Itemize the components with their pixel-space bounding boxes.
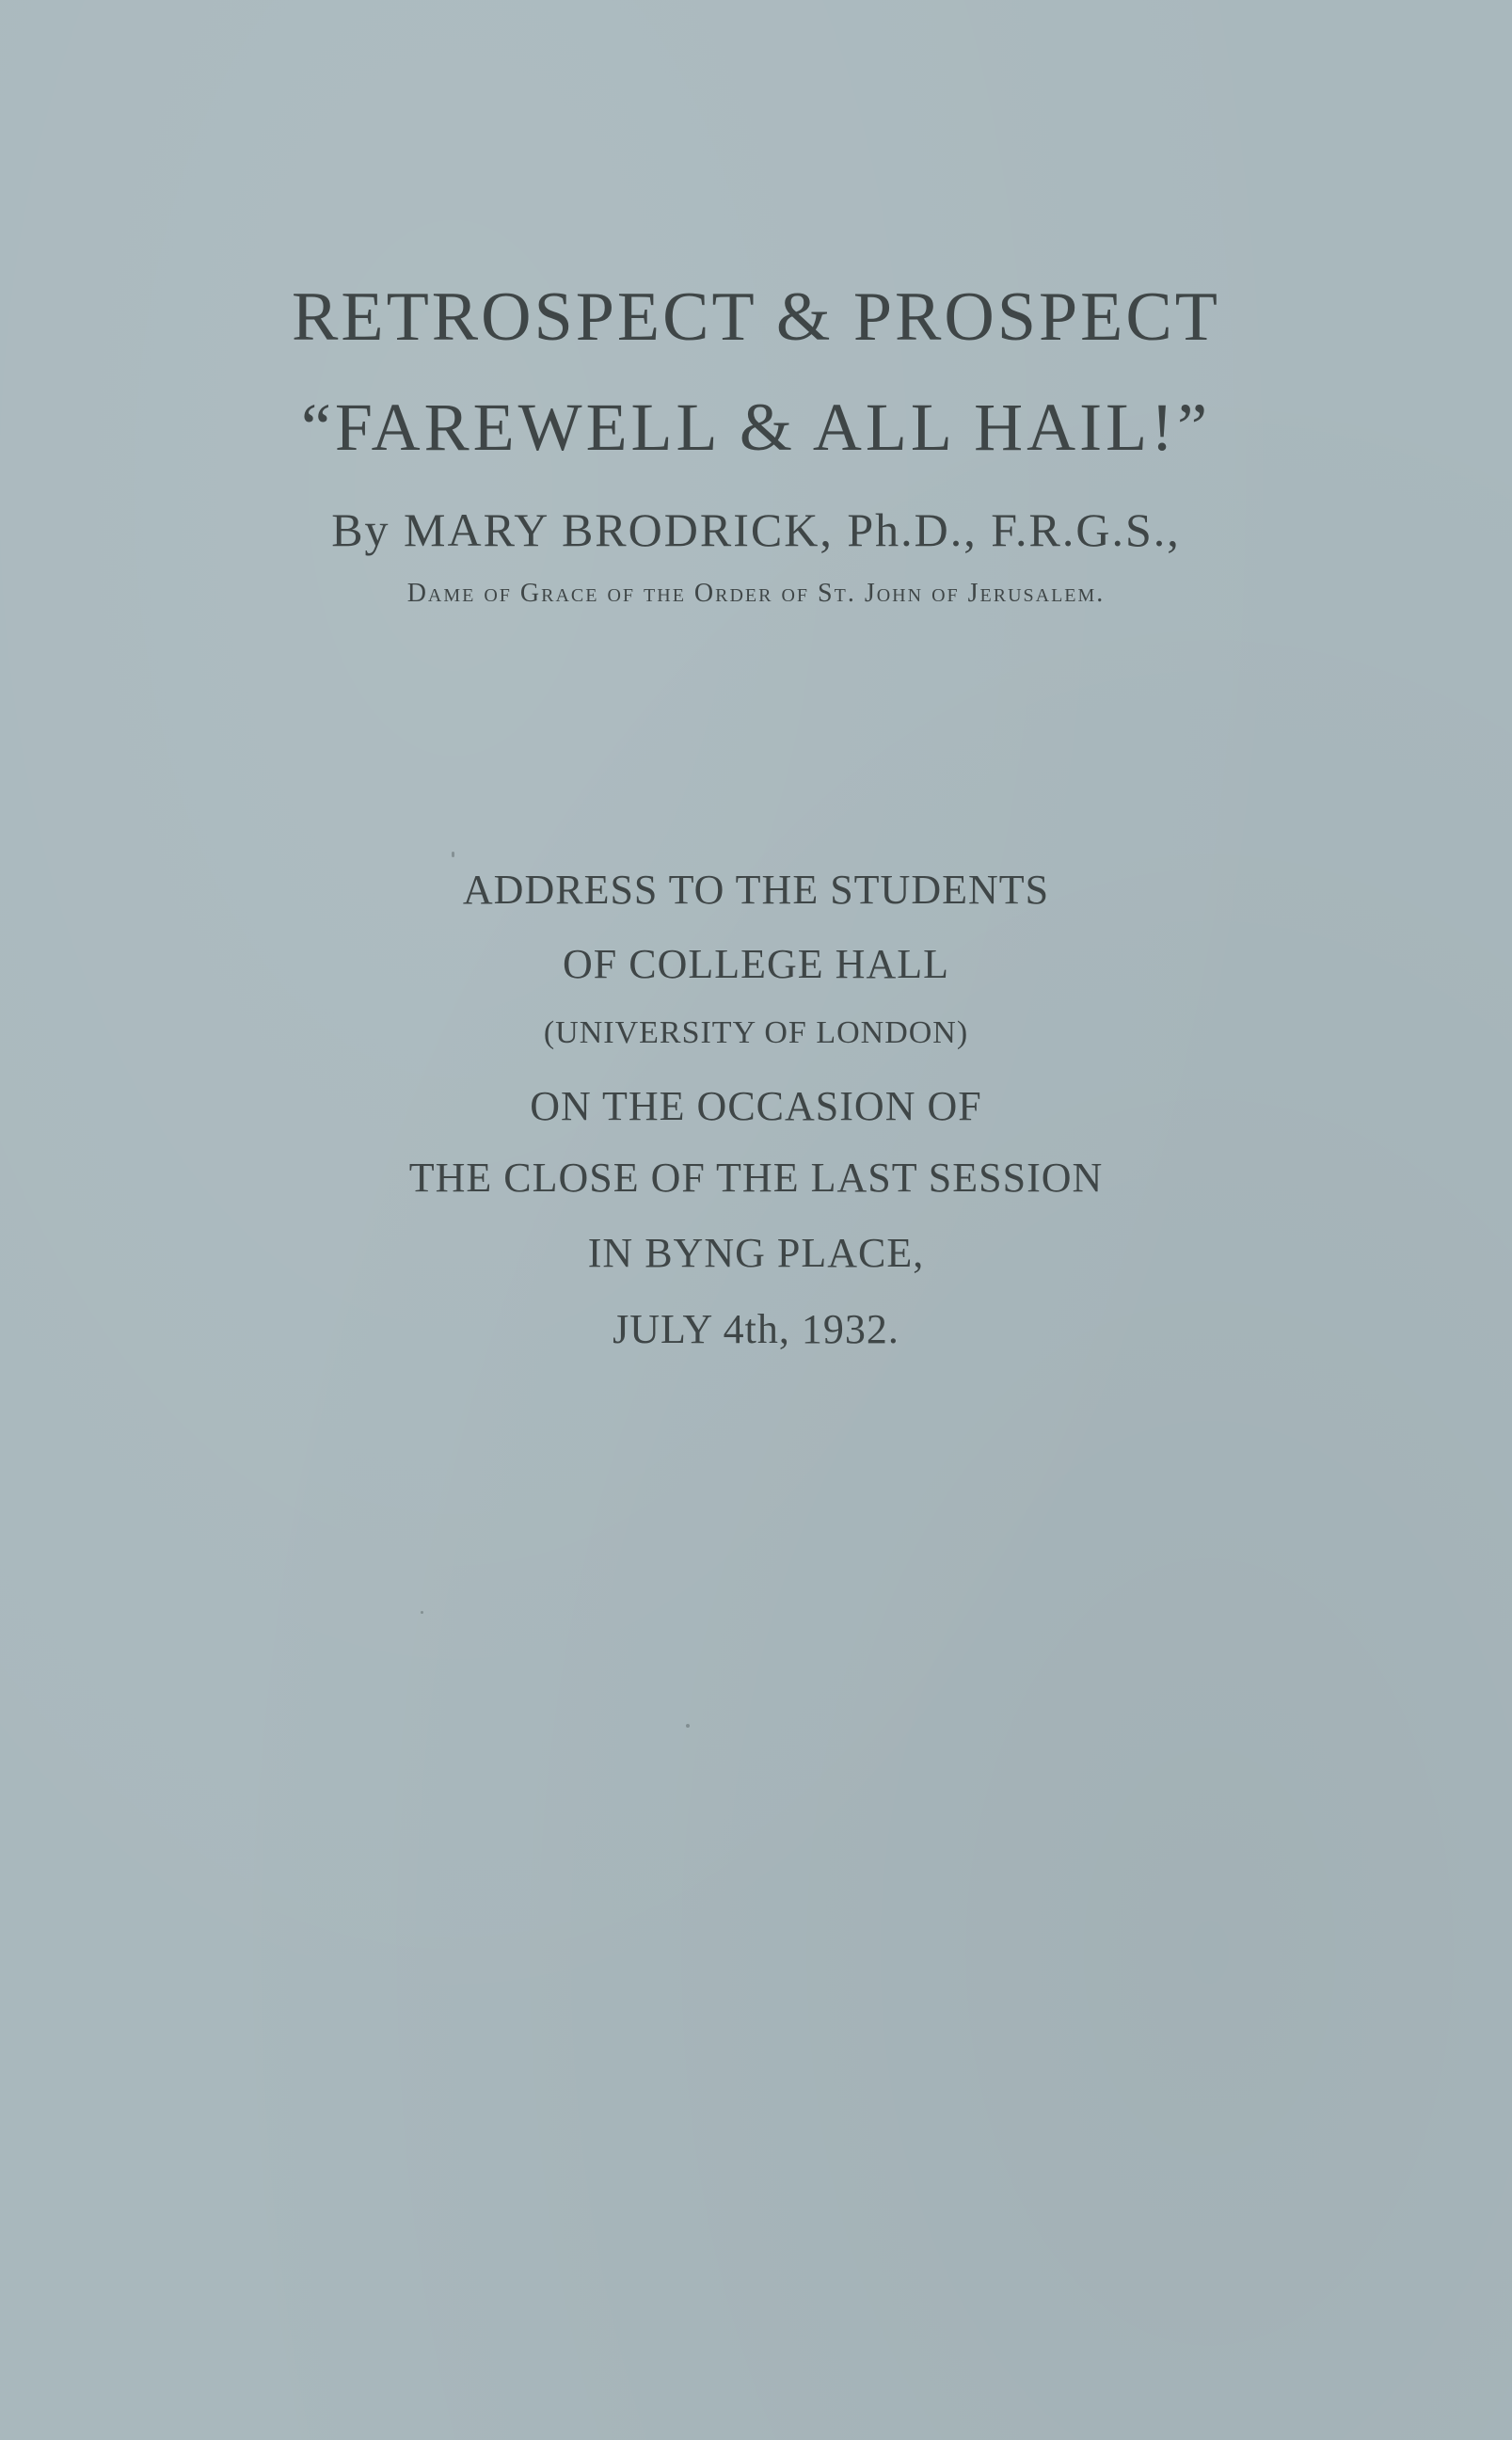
address-line-1: ADDRESS TO THE STUDENTS bbox=[462, 867, 1050, 913]
document-subtitle: “FAREWELL & ALL HAIL!” bbox=[300, 390, 1212, 465]
paper-speck bbox=[686, 1724, 690, 1728]
address-line-5: THE CLOSE OF THE LAST SESSION bbox=[408, 1155, 1104, 1201]
paper-speck bbox=[421, 1611, 423, 1614]
author-line: By MARY BRODRICK, Ph.D., F.R.G.S., bbox=[331, 503, 1181, 556]
address-line-3: (UNIVERSITY OF LONDON) bbox=[543, 1015, 969, 1050]
paper-speck bbox=[452, 852, 454, 857]
address-line-6: IN BYNG PLACE, bbox=[587, 1230, 925, 1276]
document-title: RETROSPECT & PROSPECT bbox=[292, 279, 1220, 356]
author-affiliation: Dame of Grace of the Order of St. John of Jerusalem. bbox=[406, 579, 1106, 608]
address-line-2: OF COLLEGE HALL bbox=[563, 941, 949, 987]
address-line-4: ON THE OCCASION OF bbox=[530, 1083, 982, 1129]
address-line-7: JULY 4th, 1932. bbox=[613, 1306, 899, 1352]
